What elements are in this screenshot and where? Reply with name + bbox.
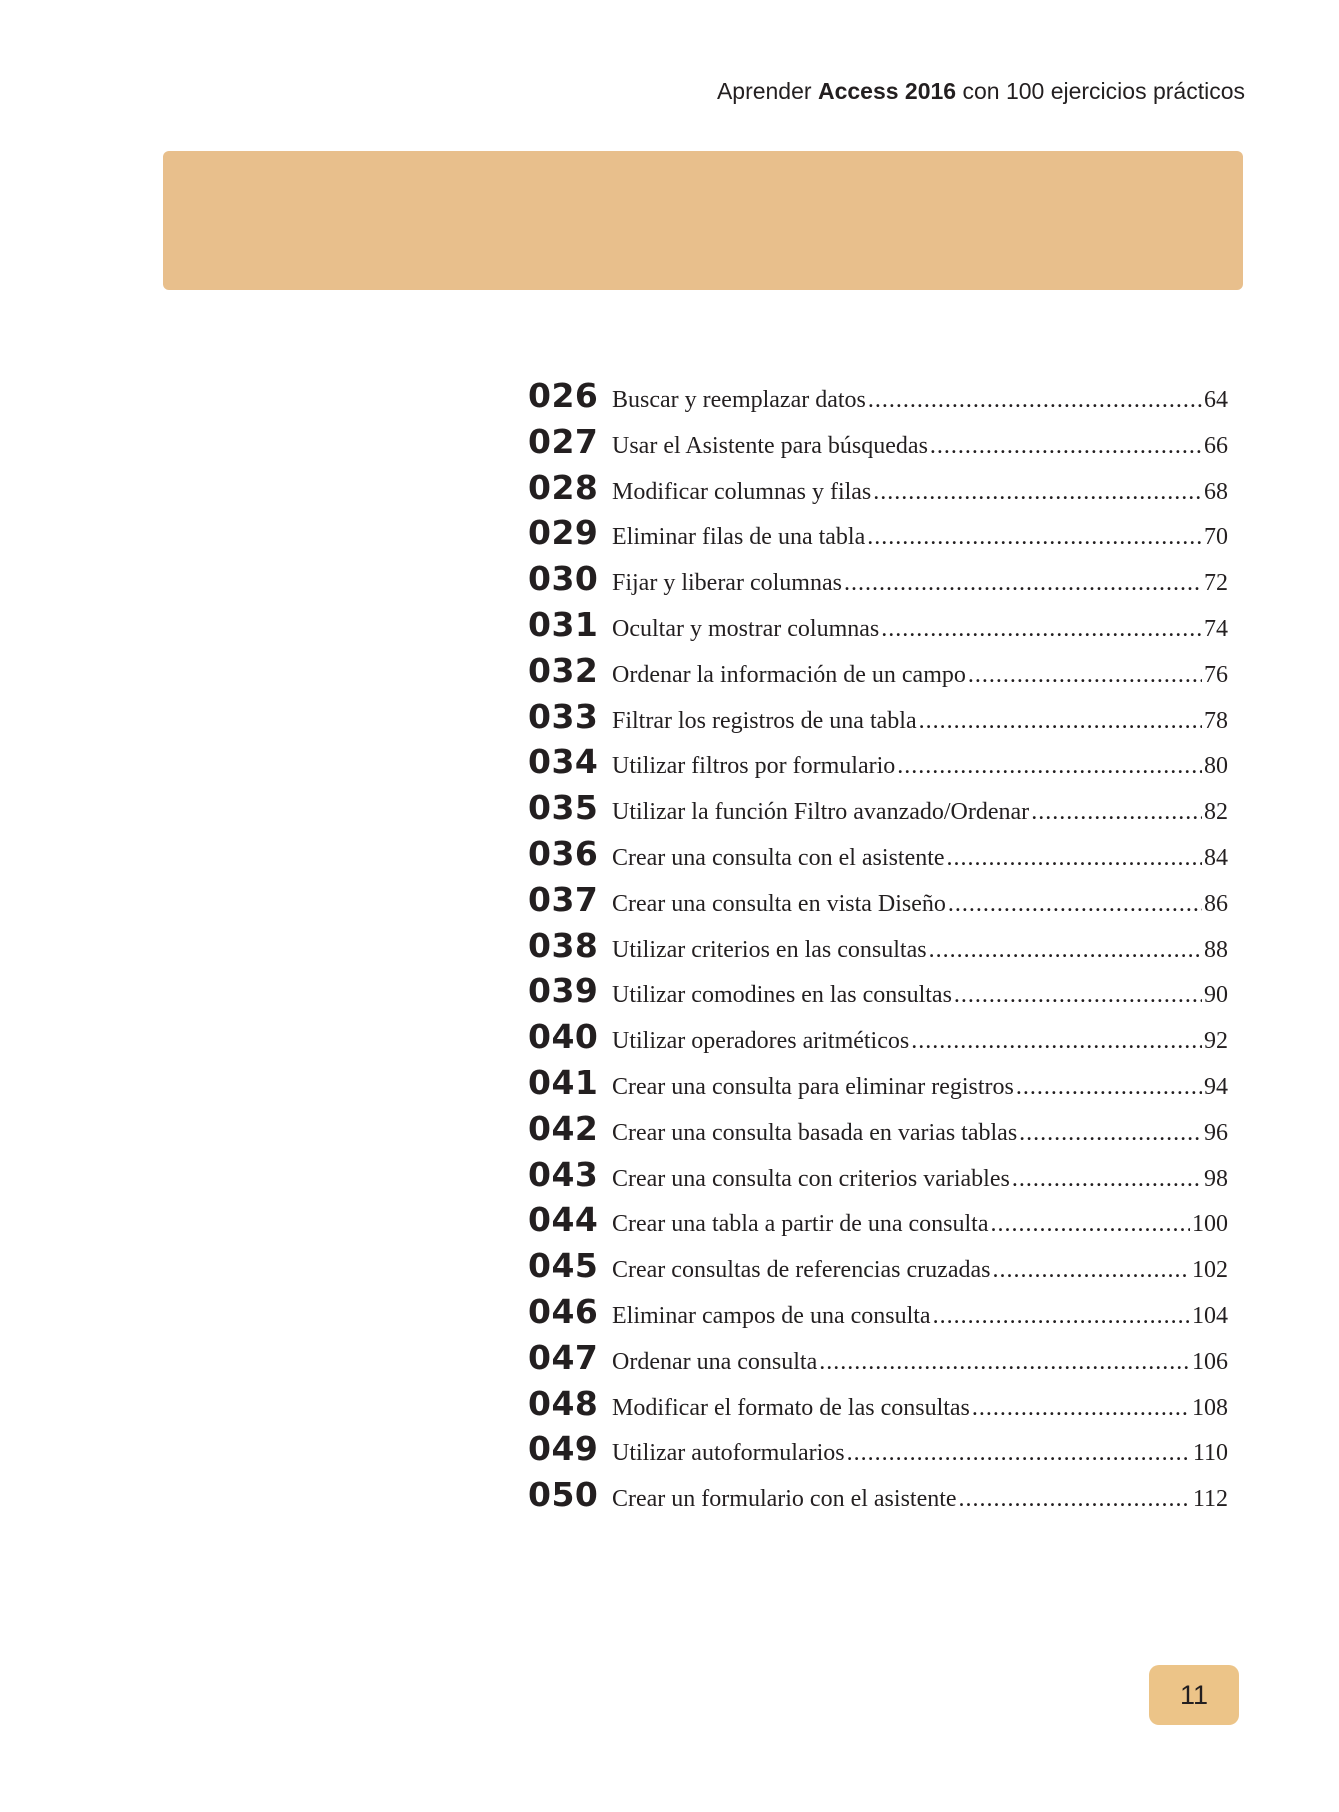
table-of-contents (528, 376, 1228, 1521)
toc-leader-dots (897, 753, 1202, 780)
toc-entry-number: 029 (528, 513, 599, 553)
toc-leader-dots (954, 982, 1202, 1009)
toc-leader-dots (1012, 1166, 1202, 1193)
toc-entry-title: Utilizar criterios en las consultas (612, 936, 927, 963)
toc-entry-page: 106 (1192, 1348, 1228, 1375)
header-bold-title: Access 2016 (817, 78, 957, 104)
page-number: 11 (1179, 1679, 1209, 1710)
toc-leader-dots (1016, 1074, 1202, 1101)
toc-leader-dots (868, 387, 1202, 414)
toc-entry-page: 78 (1204, 707, 1228, 734)
toc-leader-dots (992, 1257, 1190, 1284)
toc-entry-title: Usar el Asistente para búsquedas (612, 432, 928, 459)
toc-entry-page: 68 (1204, 478, 1228, 505)
toc-leader-dots (968, 662, 1202, 689)
toc-entry-number: 043 (528, 1154, 599, 1194)
toc-entry-title: Modificar el formato de las consultas (612, 1394, 970, 1421)
toc-leader-dots (947, 845, 1202, 872)
toc-leader-dots (991, 1211, 1191, 1238)
toc-entry-number: 027 (528, 421, 599, 461)
toc-entry-title: Ocultar y mostrar columnas (612, 615, 880, 642)
toc-entry-page: 92 (1204, 1028, 1228, 1055)
toc-entry-page: 84 (1204, 844, 1228, 871)
toc-leader-dots (911, 1028, 1202, 1055)
toc-entry-page: 86 (1204, 890, 1228, 917)
toc-leader-dots (1031, 799, 1202, 826)
toc-entry-page: 74 (1204, 615, 1228, 642)
toc-entry[interactable] (528, 605, 1228, 651)
toc-entry-number: 031 (528, 604, 599, 644)
toc-entry-page: 98 (1204, 1165, 1228, 1192)
toc-leader-dots (844, 570, 1202, 597)
toc-entry[interactable] (528, 376, 1228, 422)
toc-leader-dots (972, 1395, 1190, 1422)
toc-entry[interactable] (528, 1017, 1228, 1063)
toc-entry-number: 037 (528, 879, 599, 919)
toc-entry-number: 028 (528, 467, 599, 507)
toc-entry[interactable] (528, 1384, 1228, 1430)
toc-entry[interactable] (528, 971, 1228, 1017)
toc-entry-title: Crear un formulario con el asistente (612, 1486, 957, 1513)
toc-entry-page: 80 (1204, 753, 1228, 780)
header-suffix: con 100 ejercicios prácticos (962, 78, 1245, 104)
toc-entry-title: Utilizar la función Filtro avanzado/Ordenar (612, 799, 1030, 826)
toc-entry-title: Crear una consulta basada en varias tablas (612, 1119, 1018, 1146)
toc-entry-page: 112 (1192, 1486, 1228, 1513)
toc-entry-title: Buscar y reemplazar datos (612, 387, 866, 413)
toc-leader-dots (1019, 1120, 1202, 1147)
toc-leader-dots (933, 1303, 1190, 1330)
toc-entry[interactable] (528, 880, 1228, 926)
toc-entry-number: 048 (528, 1383, 599, 1423)
toc-leader-dots (873, 479, 1202, 506)
toc-entry-title: Utilizar filtros por formulario (612, 753, 896, 780)
toc-entry-number: 042 (528, 1108, 599, 1148)
toc-entry-number: 036 (528, 833, 599, 873)
toc-entry[interactable] (528, 1292, 1228, 1338)
toc-entry-page: 104 (1192, 1302, 1228, 1329)
toc-entry[interactable] (528, 559, 1228, 605)
toc-entry-title: Eliminar campos de una consulta (612, 1302, 931, 1329)
toc-entry-page: 100 (1192, 1211, 1228, 1238)
toc-entry[interactable] (528, 1109, 1228, 1155)
toc-entry-number: 049 (528, 1429, 599, 1469)
toc-entry-number: 034 (528, 742, 599, 782)
toc-entry[interactable] (528, 1063, 1228, 1109)
toc-entry-title: Crear una consulta con criterios variables (612, 1165, 1010, 1192)
toc-entry-page: 102 (1192, 1257, 1228, 1284)
toc-entry-number: 033 (528, 696, 599, 736)
toc-entry[interactable] (528, 788, 1228, 834)
toc-entry-number: 046 (528, 1291, 599, 1331)
toc-entry-page: 90 (1204, 982, 1228, 1009)
toc-entry-page: 76 (1204, 661, 1228, 688)
toc-entry-title: Fijar y liberar columnas (612, 570, 842, 597)
toc-entry-number: 038 (528, 925, 599, 965)
toc-entry-number: 032 (528, 650, 599, 690)
toc-entry-page: 64 (1204, 387, 1228, 413)
toc-entry-number: 044 (528, 1200, 599, 1240)
toc-entry[interactable] (528, 1475, 1228, 1521)
toc-entry-title: Modificar columnas y filas (612, 478, 872, 505)
toc-entry-title: Ordenar una consulta (612, 1348, 818, 1375)
toc-entry[interactable] (528, 1338, 1228, 1384)
toc-leader-dots (867, 524, 1202, 551)
toc-entry-page: 82 (1204, 799, 1228, 826)
toc-entry-number: 030 (528, 559, 599, 599)
toc-leader-dots (959, 1486, 1191, 1513)
toc-leader-dots (819, 1349, 1190, 1376)
toc-entry[interactable] (528, 834, 1228, 880)
toc-entry-page: 70 (1204, 524, 1228, 551)
toc-leader-dots (930, 433, 1202, 460)
toc-entry[interactable] (528, 926, 1228, 972)
toc-entry-title: Eliminar filas de una tabla (612, 524, 866, 551)
toc-entry-title: Crear una consulta para eliminar registros (612, 1073, 1014, 1100)
toc-entry-title: Filtrar los registros de una tabla (612, 707, 917, 734)
toc-entry-title: Crear una tabla a partir de una consulta (612, 1211, 989, 1238)
toc-entry-page: 96 (1204, 1119, 1228, 1146)
toc-entry-number: 047 (528, 1337, 599, 1377)
toc-entry[interactable] (528, 697, 1228, 743)
toc-entry[interactable] (528, 468, 1228, 514)
toc-entry[interactable] (528, 1429, 1228, 1475)
toc-entry[interactable] (528, 651, 1228, 697)
toc-entry-page: 88 (1204, 936, 1228, 963)
toc-entry-title: Utilizar autoformularios (612, 1440, 845, 1467)
toc-entry-title: Utilizar comodines en las consultas (612, 982, 952, 1009)
running-header (717, 78, 1245, 105)
toc-entry[interactable] (528, 422, 1228, 468)
toc-entry-number: 040 (528, 1017, 599, 1057)
toc-entry-number: 026 (528, 376, 599, 415)
header-prefix: Aprender (716, 78, 812, 104)
toc-entry[interactable] (528, 742, 1228, 788)
toc-entry-page: 72 (1204, 570, 1228, 597)
toc-entry-page: 108 (1192, 1394, 1228, 1421)
toc-entry[interactable] (528, 513, 1228, 559)
toc-entry-number: 050 (528, 1475, 599, 1515)
toc-entry-title: Crear una consulta con el asistente (612, 844, 945, 871)
page-number-badge (1149, 1665, 1239, 1725)
chapter-banner (163, 151, 1243, 290)
toc-entry-title: Crear consultas de referencias cruzadas (612, 1257, 991, 1284)
toc-entry-number: 041 (528, 1062, 599, 1102)
toc-entry-title: Ordenar la información de un campo (612, 661, 966, 688)
toc-entry[interactable] (528, 1246, 1228, 1292)
toc-leader-dots (919, 708, 1202, 735)
toc-entry[interactable] (528, 1155, 1228, 1201)
toc-leader-dots (847, 1440, 1191, 1467)
toc-entry-number: 035 (528, 788, 599, 828)
toc-entry-page: 110 (1192, 1440, 1228, 1467)
toc-entry-number: 039 (528, 971, 599, 1011)
toc-leader-dots (948, 891, 1202, 918)
toc-entry-page: 66 (1204, 432, 1228, 459)
toc-leader-dots (929, 937, 1202, 964)
toc-leader-dots (881, 616, 1202, 643)
toc-entry-title: Utilizar operadores aritméticos (612, 1028, 910, 1055)
toc-entry-number: 045 (528, 1246, 599, 1286)
toc-entry[interactable] (528, 1200, 1228, 1246)
toc-entry-title: Crear una consulta en vista Diseño (612, 890, 946, 917)
toc-entry-page: 94 (1204, 1073, 1228, 1100)
